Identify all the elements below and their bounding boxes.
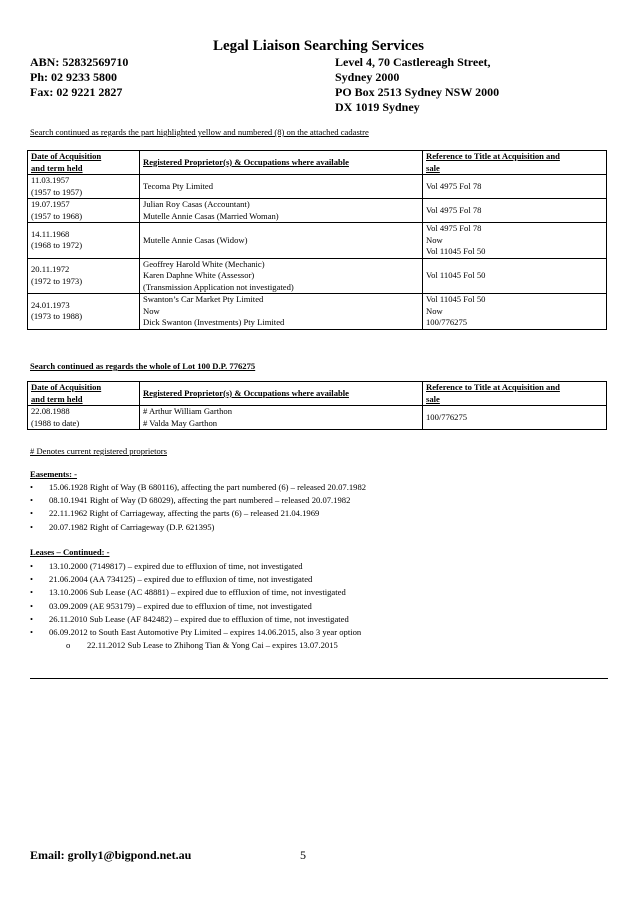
- reference-cell: [423, 258, 607, 294]
- date-cell-line: (1988 to date): [31, 417, 80, 428]
- sublease-text: 22.11.2012 Sub Lease to Zhihong Tian & Yong Cai – expires 13.07.2015: [87, 640, 338, 650]
- reference-cell-line: Now: [426, 305, 443, 316]
- lease-item-text: 13.10.2006 Sub Lease (AC 48881) – expired due to effluxion of time, not investigated: [49, 587, 346, 598]
- lease-item-text: 21.06.2004 (AA 734125) – expired due to effluxion of time, not investigated: [49, 574, 313, 585]
- table-row: [28, 258, 607, 294]
- search1-lead: Search continued as regards the part highlighted yellow and numbered (8) on the attached cadastre: [30, 127, 369, 137]
- table-header-row: [28, 151, 607, 175]
- title-history-table-2: [27, 381, 607, 430]
- table-row: [28, 175, 607, 199]
- header-reference-line-2: sale: [426, 162, 440, 173]
- easements-list: [30, 481, 366, 534]
- date-cell-line: 20.11.1972: [31, 264, 70, 275]
- document-title: Legal Liaison Searching Services: [213, 38, 424, 54]
- reference-cell-line: Vol 4975 Fol 78: [426, 204, 482, 215]
- bullet-icon: •: [30, 482, 34, 492]
- date-cell-line: (1973 to 1988): [31, 311, 83, 322]
- date-cell: [28, 175, 140, 199]
- reference-cell-line: 100/776275: [426, 317, 468, 327]
- date-cell: [28, 406, 140, 430]
- footer-email: Email: grolly1@bigpond.net.au: [30, 848, 192, 862]
- proprietors-cell: [140, 406, 423, 430]
- reference-cell-line: Now: [426, 234, 443, 245]
- reference-cell: [423, 199, 607, 223]
- proprietors-cell-line: # Valda May Garthon: [143, 417, 218, 428]
- header-proprietors: Registered Proprietor(s) & Occupations where available: [140, 382, 423, 406]
- proprietors-cell-line: (Transmission Application not investigated): [143, 281, 294, 292]
- reference-cell: [423, 406, 607, 430]
- easements-heading: Easements: -: [30, 469, 78, 479]
- lease-item: [30, 626, 361, 639]
- bullet-icon: •: [30, 508, 34, 519]
- reference-cell-line: Vol 4975 Fol 78: [426, 223, 482, 233]
- easement-item-text: 22.11.1962 Right of Carriageway, affecting the parts (6) – released 21.04.1969: [49, 508, 320, 519]
- title-history-table-1: [27, 150, 607, 330]
- proprietors-cell-line: Geoffrey Harold White (Mechanic): [143, 258, 265, 269]
- proprietors-cell-line: Now: [143, 305, 160, 316]
- bullet-icon: •: [30, 495, 34, 506]
- date-cell-line: 22.08.1988: [31, 406, 70, 416]
- contact-left: [30, 55, 128, 100]
- bullet-icon: •: [30, 613, 34, 624]
- header-date-line-2: and term held: [31, 393, 83, 404]
- table-header-row: [28, 382, 607, 406]
- lease-item: [30, 560, 361, 573]
- proprietors-cell-line: Swanton’s Car Market Pty Limited: [143, 294, 264, 304]
- header-date: [28, 382, 140, 406]
- dx: DX 1019 Sydney: [335, 100, 420, 114]
- header-reference-line-1: Reference to Title at Acquisition and: [426, 382, 560, 392]
- date-cell-line: (1972 to 1973): [31, 275, 83, 286]
- divider-line: [30, 678, 608, 679]
- address-line-2: Sydney 2000: [335, 70, 400, 84]
- header-reference: [423, 382, 607, 406]
- bullet-icon: •: [30, 600, 34, 611]
- proprietors-cell: [140, 223, 423, 259]
- table-row: [28, 406, 607, 430]
- date-cell-line: (1968 to 1972): [31, 240, 83, 251]
- proprietors-cell: [140, 175, 423, 199]
- reference-cell: [423, 175, 607, 199]
- leases-list: [30, 560, 361, 639]
- proprietors-cell: [140, 294, 423, 330]
- fax: Fax: 02 9221 2827: [30, 85, 123, 99]
- proprietors-cell-line: Mutelle Annie Casas (Widow): [143, 234, 248, 245]
- easement-item-text: 20.07.1982 Right of Carriageway (D.P. 621395): [49, 521, 215, 532]
- leases-heading: Leases – Continued: -: [30, 547, 110, 557]
- proprietors-cell-line: Tecoma Pty Limited: [143, 180, 214, 191]
- date-cell-line: (1957 to 1957): [31, 186, 83, 197]
- proprietors-cell: [140, 258, 423, 294]
- easement-item: [30, 481, 366, 494]
- phone: Ph: 02 9233 5800: [30, 70, 117, 84]
- lease-item: [30, 600, 361, 613]
- header-reference-line-1: Reference to Title at Acquisition and: [426, 151, 560, 161]
- bullet-icon: •: [30, 561, 34, 571]
- easement-item: [30, 494, 366, 507]
- date-cell-line: 24.01.1973: [31, 299, 70, 310]
- reference-cell: [423, 223, 607, 259]
- easement-item-text: 08.10.1941 Right of Way (D 68029), affecting the part numbered – released 20.07.1982: [49, 495, 351, 506]
- proprietors-cell-line: Mutelle Annie Casas (Married Woman): [143, 210, 279, 221]
- reference-cell-line: Vol 4975 Fol 78: [426, 180, 482, 191]
- header-reference: [423, 151, 607, 175]
- date-cell: [28, 294, 140, 330]
- proprietors-cell-line: # Arthur William Garthon: [143, 406, 232, 416]
- header-reference-line-2: sale: [426, 393, 440, 404]
- lease-item-text: 13.10.2000 (7149817) – expired due to effluxion of time, not investigated: [49, 561, 303, 571]
- reference-cell-line: 100/776275: [426, 411, 468, 422]
- table-row: [28, 294, 607, 330]
- date-cell: [28, 258, 140, 294]
- bullet-icon: •: [30, 521, 34, 532]
- table-row: [28, 223, 607, 259]
- easement-item-text: 15.06.1928 Right of Way (B 680116), affecting the part numbered (6) – released 20.07.1982: [49, 482, 367, 492]
- lease-item-text: 26.11.2010 Sub Lease (AF 842482) – expired due to effluxion of time, not investigated: [49, 613, 349, 624]
- lease-item: [30, 613, 361, 626]
- reference-cell: [423, 294, 607, 330]
- address-line-1: Level 4, 70 Castlereagh Street,: [335, 55, 491, 69]
- sublease-marker: o: [66, 640, 71, 650]
- reference-cell-line: Vol 11045 Fol 50: [426, 294, 486, 304]
- page-number: 5: [300, 848, 306, 862]
- table-row: [28, 199, 607, 223]
- date-cell: [28, 199, 140, 223]
- po-box: PO Box 2513 Sydney NSW 2000: [335, 85, 500, 99]
- easement-item: [30, 507, 366, 520]
- date-cell-line: (1957 to 1968): [31, 210, 83, 221]
- header-proprietors: Registered Proprietor(s) & Occupations where available: [140, 151, 423, 175]
- reference-cell-line: Vol 11045 Fol 50: [426, 246, 486, 256]
- proprietors-cell-line: Dick Swanton (Investments) Pty Limited: [143, 317, 285, 327]
- reference-cell-line: Vol 11045 Fol 50: [426, 270, 486, 280]
- easement-item: [30, 521, 366, 534]
- date-cell-line: 11.03.1957: [31, 175, 70, 185]
- header-date-line-1: Date of Acquisition: [31, 382, 102, 392]
- current-proprietors-note: # Denotes current registered proprietors: [30, 446, 167, 456]
- lease-item-text: 06.09.2012 to South East Automotive Pty Limited – expires 14.06.2015, also 3 year option: [49, 627, 362, 638]
- proprietors-cell-line: Karen Daphne White (Assessor): [143, 270, 255, 280]
- abn: ABN: 52832569710: [30, 55, 129, 69]
- lease-item: [30, 573, 361, 586]
- header-date-line-1: Date of Acquisition: [31, 151, 102, 161]
- contact-right: [335, 55, 499, 115]
- lease-item-text: 03.09.2009 (AE 953179) – expired due to effluxion of time, not investigated: [49, 600, 312, 611]
- bullet-icon: •: [30, 574, 34, 585]
- lease-item: [30, 586, 361, 599]
- bullet-icon: •: [30, 627, 34, 638]
- bullet-icon: •: [30, 587, 34, 598]
- date-cell: [28, 223, 140, 259]
- date-cell-line: 19.07.1957: [31, 199, 70, 209]
- header-date-line-2: and term held: [31, 162, 83, 173]
- search2-heading: Search continued as regards the whole of Lot 100 D.P. 776275: [30, 361, 256, 371]
- date-cell-line: 14.11.1968: [31, 228, 70, 239]
- proprietors-cell-line: Julian Roy Casas (Accountant): [143, 199, 250, 209]
- proprietors-cell: [140, 199, 423, 223]
- header-date: [28, 151, 140, 175]
